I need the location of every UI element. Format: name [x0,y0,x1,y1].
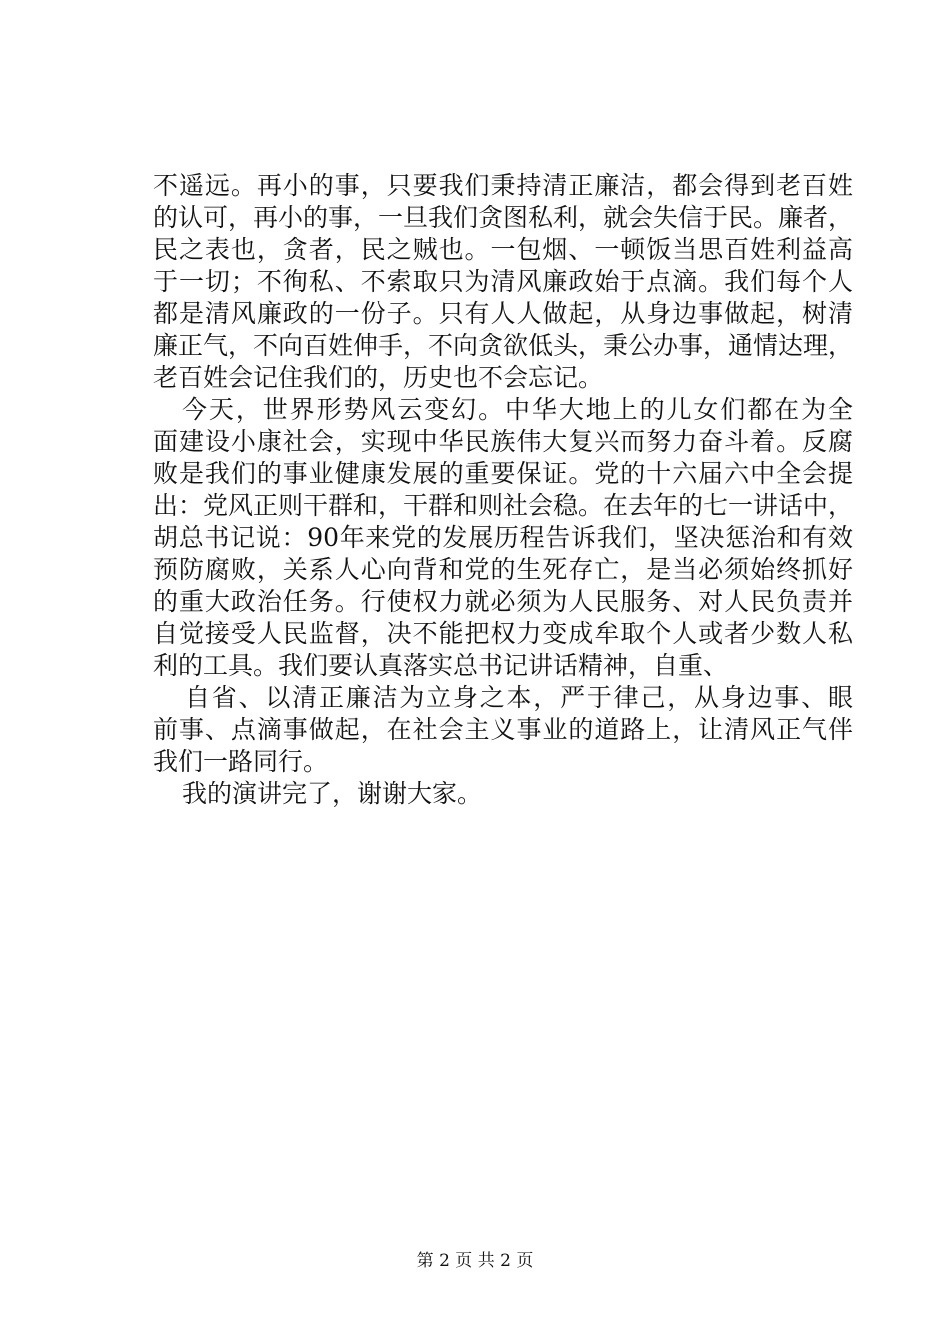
text-line: 不遥远。再小的事，只要我们秉持清正廉洁，都会得到老百姓 [153,171,853,200]
text-line: 的重大政治任务。行使权力就必须为人民服务、对人民负责并 [153,587,853,616]
text-line: 民之表也，贪者，民之贼也。一包烟、一顿饭当思百姓利益高 [153,235,853,264]
text-line: 老百姓会记住我们的，历史也不会忘记。 [153,363,604,392]
text-line: 面建设小康社会，实现中华民族伟大复兴而努力奋斗着。反腐 [153,427,853,456]
text-line: 败是我们的事业健康发展的重要保证。党的十六届六中全会提 [153,459,853,488]
page-number-label: 第 2 页 共 2 页 [416,1251,534,1271]
text-line: 利的工具。我们要认真落实总书记讲话精神，自重、 [153,651,729,680]
text-line: 预防腐败，关系人心向背和党的生死存亡，是当必须始终抓好 [153,555,853,584]
text-line: 胡总书记说：90年来党的发展历程告诉我们，坚决惩治和有效 [153,523,853,552]
text-line: 我们一路同行。 [153,747,329,776]
text-line: 前事、点滴事做起，在社会主义事业的道路上，让清风正气伴 [153,715,853,744]
text-line: 出：党风正则干群和，干群和则社会稳。在去年的七一讲话中， [153,491,854,520]
text-line: 廉正气，不向百姓伸手，不向贪欲低头，秉公办事，通情达理， [153,331,854,360]
text-line: 都是清风廉政的一份子。只有人人做起，从身边事做起，树清 [153,299,853,328]
paragraph-start-line: 今天，世界形势风云变幻。中华大地上的儿女们都在为全 [182,395,853,424]
text-line: 于一切；不徇私、不索取只为清风廉政始于点滴。我们每个人 [153,267,853,296]
text-line: 的认可，再小的事，一旦我们贪图私利，就会失信于民。廉者， [153,203,854,232]
page-footer [0,1246,950,1271]
speech-body [153,170,853,810]
closing-line: 我的演讲完了，谢谢大家。 [182,779,483,808]
text-line: 自觉接受人民监督，决不能把权力变成牟取个人或者少数人私 [153,619,853,648]
paragraph-start-line: 自省、以清正廉洁为立身之本，严于律己，从身边事、眼 [185,683,853,712]
